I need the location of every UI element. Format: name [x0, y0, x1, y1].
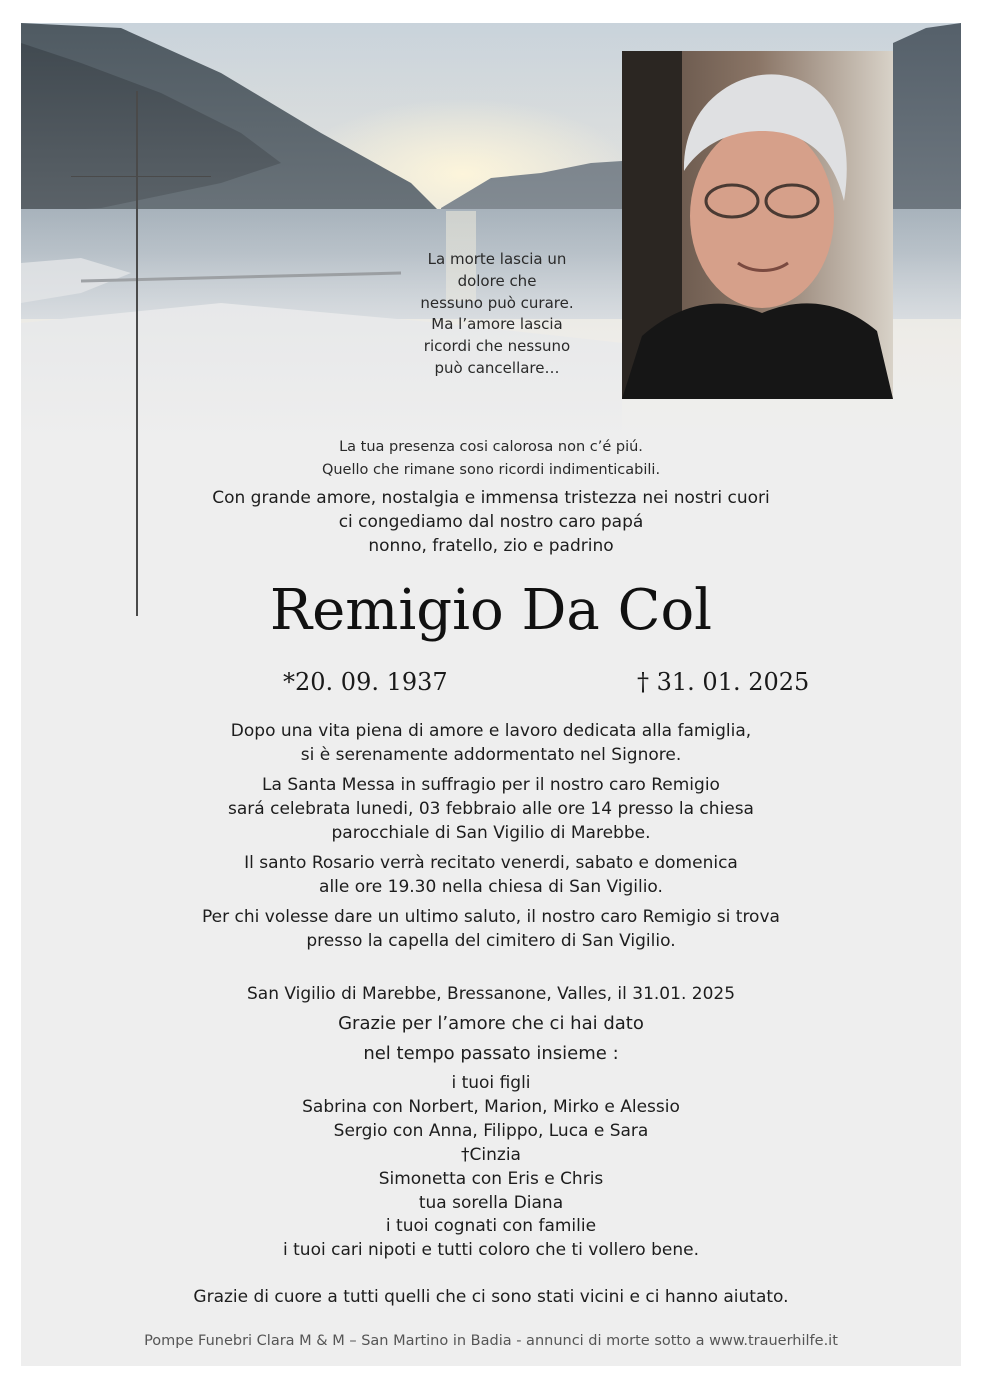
intro-small-line-2: Quello che rimane sono ricordi indimenticabili. [321, 462, 661, 478]
quote-line: dolore che [457, 271, 537, 290]
body-p4-line-1: Per chi volesse dare un ultimo saluto, il nostro caro Remigio si trova [202, 907, 780, 927]
quote-line: può cancellare… [434, 358, 560, 377]
family-member: Sabrina con Norbert, Marion, Mirko e Alessio [302, 1097, 680, 1117]
place-date: San Vigilio di Marebbe, Bressanone, Valles, il 31.01. 2025 [246, 984, 736, 1004]
quote-line: ricordi che nessuno [423, 337, 571, 356]
family-member: tua sorella Diana [418, 1193, 564, 1213]
family-member: i tuoi cognati con familie [385, 1216, 597, 1236]
cross-horizontal-line [71, 176, 211, 177]
portrait-photo [622, 51, 893, 399]
closing-thanks: Grazie di cuore a tutti quelli che ci sono stati vicini e ci hanno aiutato. [193, 1287, 789, 1307]
thanks-line-1: Grazie per l’amore che ci hai dato [338, 1013, 644, 1034]
memorial-quote [397, 249, 597, 380]
body-p3-line-2: alle ore 19.30 nella chiesa di San Vigilio. [319, 877, 663, 897]
intro-line-1: Con grande amore, nostalgia e immensa tristezza nei nostri cuori [212, 488, 770, 508]
quote-line: Ma l’amore lascia [431, 315, 563, 334]
body-p1-line-1: Dopo una vita piena di amore e lavoro dedicata alla famiglia, [230, 721, 752, 741]
family-member: i tuoi figli [451, 1073, 531, 1093]
family-member: i tuoi cari nipoti e tutti coloro che ti vollero bene. [283, 1240, 699, 1260]
intro-small-line-1: La tua presenza cosi calorosa non c’é piú. [339, 439, 643, 455]
quote-line: La morte lascia un [427, 250, 567, 268]
body-p4-line-2: presso la capella del cimitero di San Vigilio. [306, 931, 676, 951]
footer-credit: Pompe Funebri Clara M & M – San Martino in Badia - annunci di morte sotto a www.trauerhilfe.it [144, 1333, 838, 1349]
body-p3-line-1: Il santo Rosario verrà recitato venerdi, sabato e domenica [244, 853, 738, 873]
family-member: †Cinzia [461, 1145, 521, 1165]
body-p1-line-2: si è serenamente addormentato nel Signore. [300, 745, 682, 765]
death-date: † 31. 01. 2025 [637, 668, 810, 696]
obituary-card [21, 23, 961, 1366]
intro-line-3: nonno, fratello, zio e padrino [368, 536, 614, 556]
thanks-line-2: nel tempo passato insieme : [363, 1043, 619, 1064]
family-member: Sergio con Anna, Filippo, Luca e Sara [333, 1121, 649, 1141]
quote-line: nessuno può curare. [420, 293, 574, 312]
family-member: Simonetta con Eris e Chris [378, 1169, 604, 1189]
deceased-name: Remigio Da Col [269, 578, 713, 643]
body-p2-line-3: parocchiale di San Vigilio di Marebbe. [331, 823, 651, 843]
body-p2-line-2: sará celebrata lunedi, 03 febbraio alle ore 14 presso la chiesa [228, 799, 754, 819]
birth-date: *20. 09. 1937 [283, 668, 448, 696]
body-p2-line-1: La Santa Messa in suffragio per il nostro caro Remigio [262, 775, 720, 795]
intro-line-2: ci congediamo dal nostro caro papá [338, 512, 644, 532]
